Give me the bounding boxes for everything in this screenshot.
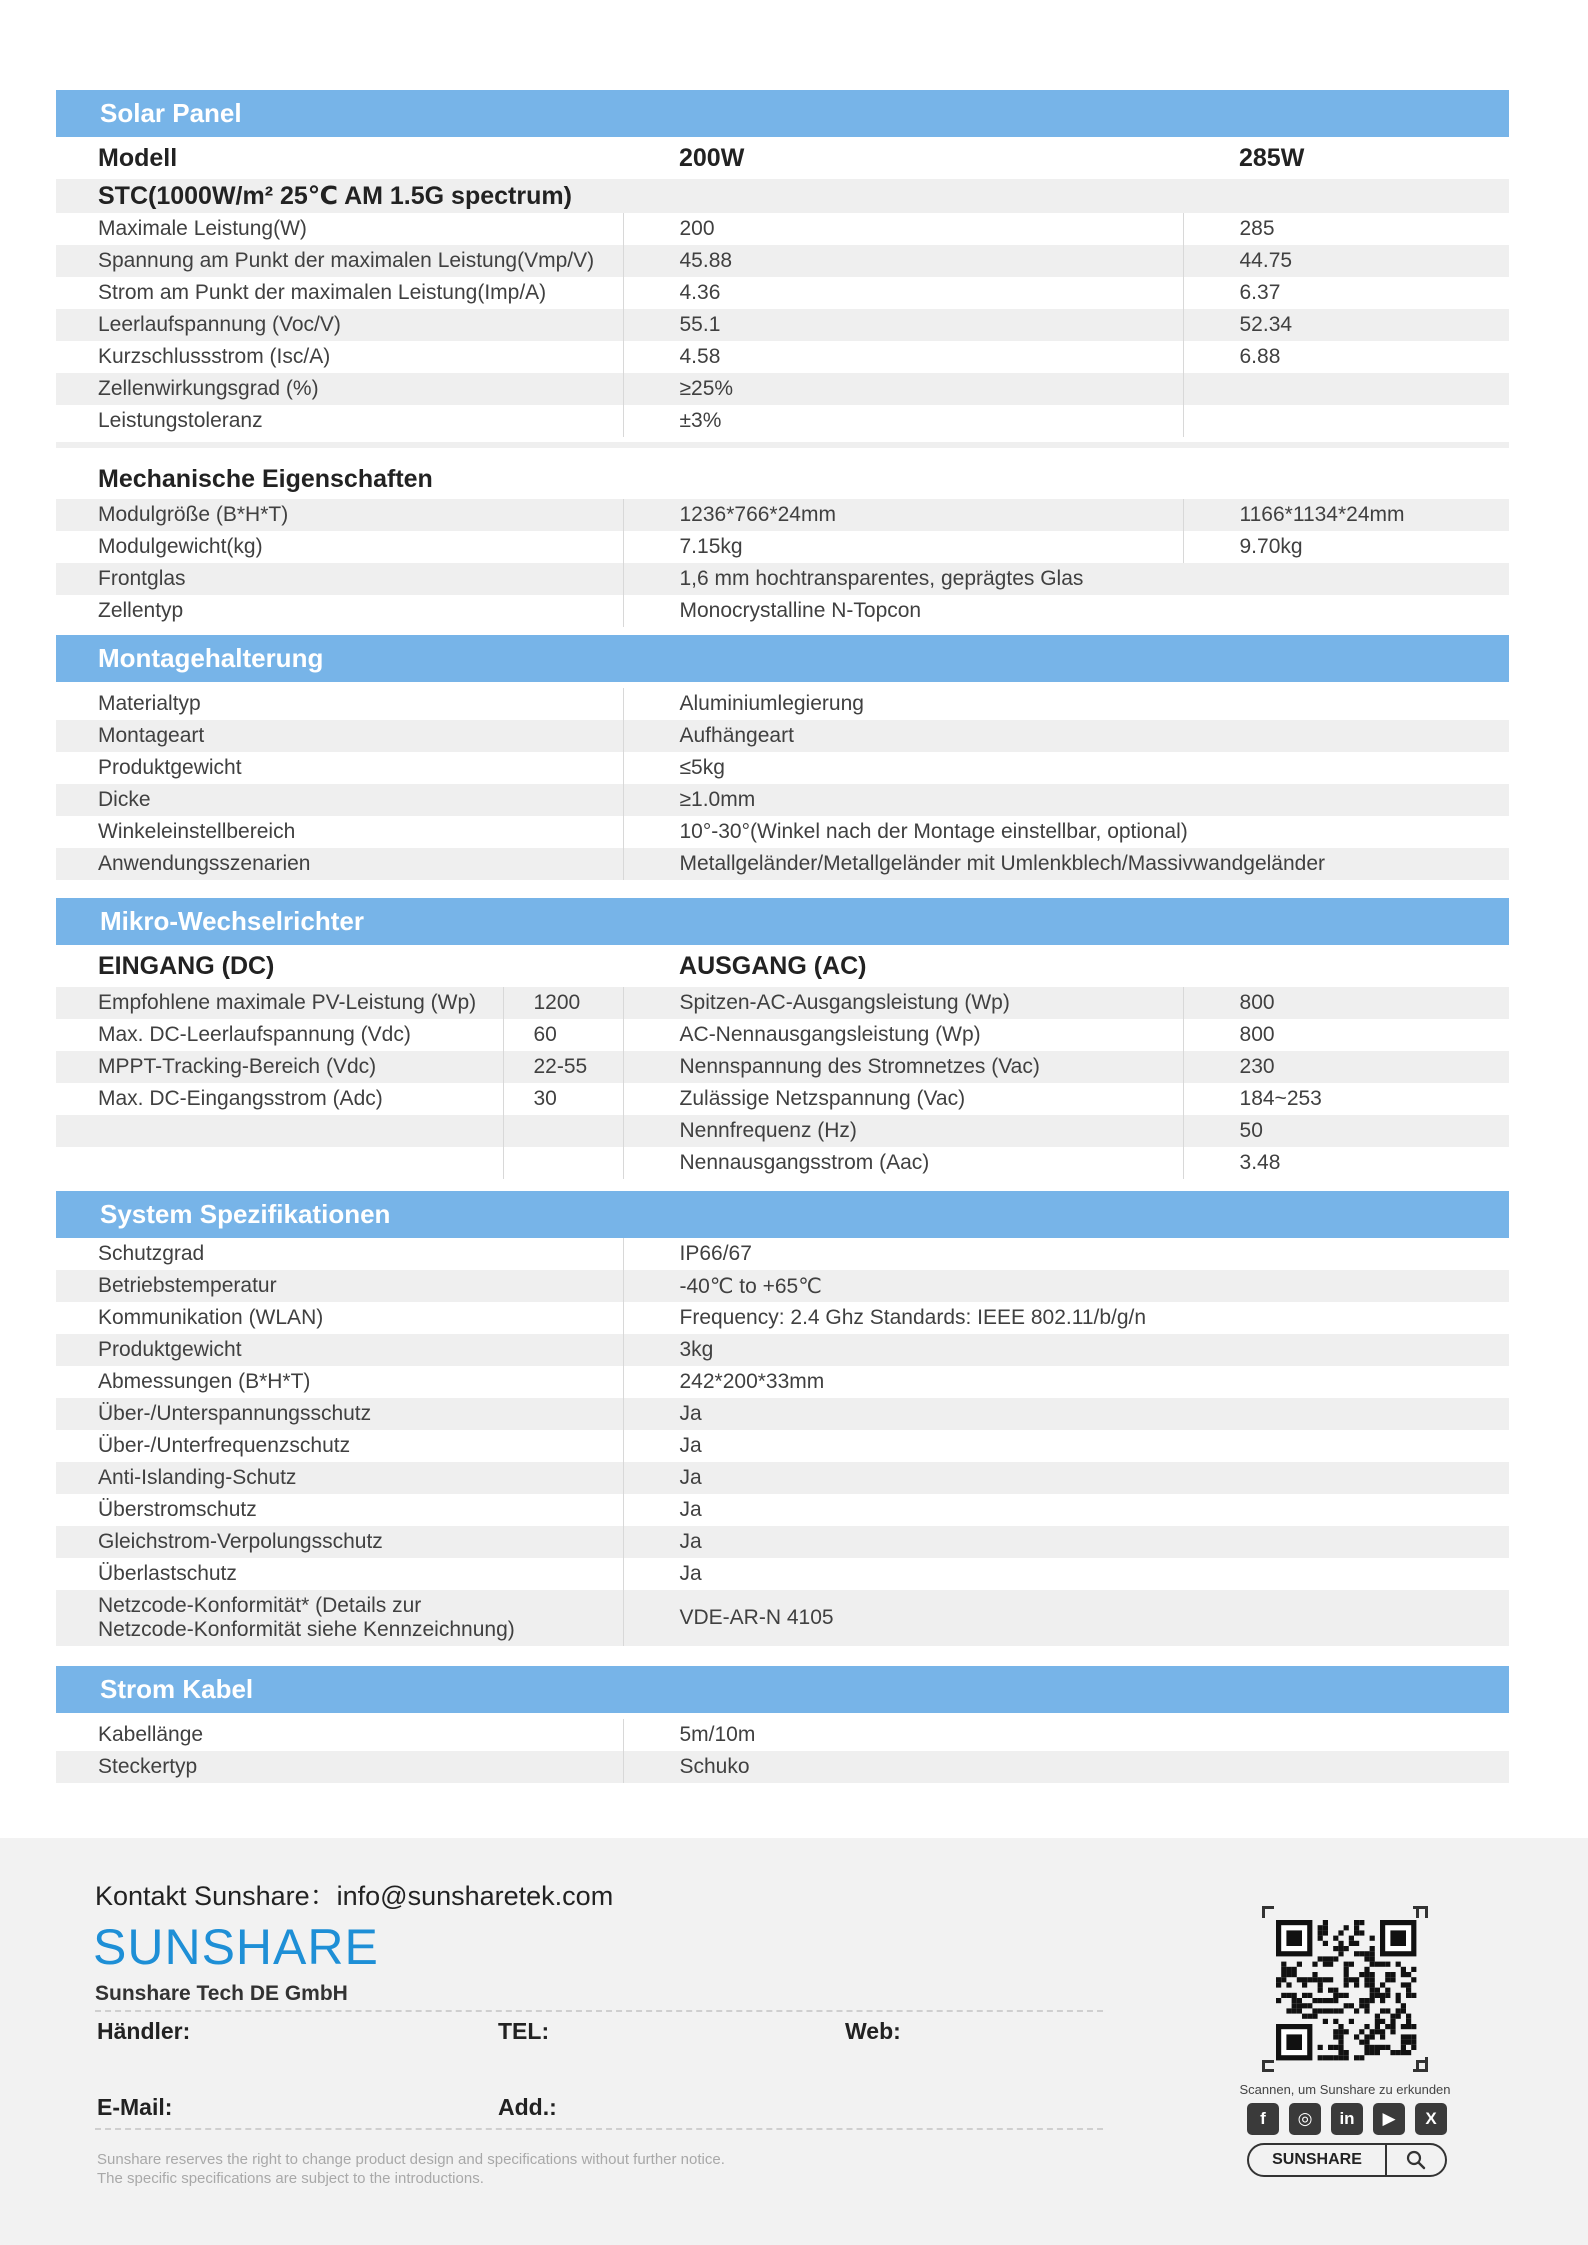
spec-value-285w: 52.34 xyxy=(1183,309,1509,341)
company-name: Sunshare Tech DE GmbH xyxy=(95,1982,348,2005)
table-row xyxy=(56,277,1509,309)
spec-value: ≥1.0mm xyxy=(623,784,1509,816)
spec-value: 3kg xyxy=(623,1334,1509,1366)
spec-value: 1,6 mm hochtransparentes, geprägtes Glas xyxy=(623,563,1509,595)
legal-notice xyxy=(97,2150,725,2188)
spec-value: Ja xyxy=(623,1462,1509,1494)
grid-code-label xyxy=(56,1590,623,1646)
table-row xyxy=(56,1083,1509,1115)
solar-panel-table xyxy=(56,137,1509,627)
footer xyxy=(0,1838,1588,2245)
web-label: Web: xyxy=(845,2018,901,2044)
spec-value-200w: 1236*766*24mm xyxy=(623,499,1183,531)
spec-value-200w: 45.88 xyxy=(623,245,1183,277)
spec-label: Steckertyp xyxy=(56,1751,623,1783)
model-label: Modell xyxy=(98,143,178,172)
table-row xyxy=(56,1366,1509,1398)
section-header-solar-panel: Solar Panel xyxy=(56,90,1509,137)
spec-label: Anwendungsszenarien xyxy=(56,848,623,880)
spec-label: Produktgewicht xyxy=(98,756,242,779)
spec-value: -40℃ to +65℃ xyxy=(623,1270,1509,1302)
table-row xyxy=(56,1494,1509,1526)
table-row xyxy=(56,1115,1509,1147)
qr-code-graphic xyxy=(1262,1906,1428,2072)
table-row xyxy=(56,309,1509,341)
spec-value-285w: 1166*1134*24mm xyxy=(1183,499,1509,531)
spec-label: Frontglas xyxy=(56,563,623,595)
spec-label: Leistungstoleranz xyxy=(98,409,263,432)
spec-value: Ja xyxy=(623,1494,1509,1526)
qr-caption: Scannen, um Sunshare zu erkunden xyxy=(1239,2082,1451,2097)
tel-label: TEL: xyxy=(498,2018,550,2044)
input-label: Empfohlene maximale PV-Leistung (Wp) xyxy=(56,987,503,1019)
table-row xyxy=(56,1238,1509,1270)
table-row xyxy=(56,1019,1509,1051)
table-row xyxy=(56,595,1509,627)
grid-code-label-line-1: Netzcode-Konformität* (Details zur xyxy=(98,1594,422,1617)
input-label xyxy=(56,1115,503,1147)
spec-label: Betriebstemperatur xyxy=(56,1270,623,1302)
input-label: Max. DC-Eingangsstrom (Adc) xyxy=(98,1087,383,1110)
section-header-mount: Montagehalterung xyxy=(56,635,1509,682)
email-label: E-Mail: xyxy=(97,2094,173,2120)
spec-value: Ja xyxy=(623,1430,1509,1462)
spec-label: Anti-Islanding-Schutz xyxy=(56,1462,623,1494)
table-row xyxy=(56,1719,1509,1751)
youtube-icon[interactable]: ▶ xyxy=(1373,2103,1405,2135)
spec-label: Modulgewicht(kg) xyxy=(98,535,263,558)
spec-value: ≤5kg xyxy=(623,752,1509,784)
table-row xyxy=(56,752,1509,784)
table-row xyxy=(56,1398,1509,1430)
spec-label: Dicke xyxy=(56,784,623,816)
spec-label: Leerlaufspannung (Voc/V) xyxy=(56,309,623,341)
spec-label: Zellentyp xyxy=(98,599,184,622)
mech-title: Mechanische Eigenschaften xyxy=(98,465,433,493)
table-row xyxy=(56,848,1509,880)
spec-value-285w xyxy=(1183,373,1509,405)
x-icon[interactable]: X xyxy=(1415,2103,1447,2135)
social-links xyxy=(1247,2103,1447,2135)
spec-value-285w: 285 xyxy=(1183,213,1509,245)
input-value: 30 xyxy=(503,1083,623,1115)
spec-label: Kommunikation (WLAN) xyxy=(98,1306,324,1329)
table-row xyxy=(56,688,1509,720)
model-b: 285W xyxy=(1239,143,1305,172)
spec-value-200w: 7.15kg xyxy=(623,531,1183,563)
instagram-icon[interactable]: ◎ xyxy=(1289,2103,1321,2135)
table-row xyxy=(56,784,1509,816)
input-label: Max. DC-Leerlaufspannung (Vdc) xyxy=(98,1023,411,1046)
table-row xyxy=(56,987,1509,1019)
table-row xyxy=(56,1430,1509,1462)
spec-label: Modulgröße (B*H*T) xyxy=(56,499,623,531)
output-value: 230 xyxy=(1183,1051,1509,1083)
section-header-cable: Strom Kabel xyxy=(56,1666,1509,1713)
table-row xyxy=(56,1558,1509,1590)
table-row xyxy=(56,405,1509,437)
table-row xyxy=(56,341,1509,373)
spec-label: Produktgewicht xyxy=(56,1334,623,1366)
output-value: 800 xyxy=(1183,987,1509,1019)
section-header-system: System Spezifikationen xyxy=(56,1191,1509,1238)
qr-code[interactable] xyxy=(1262,1906,1428,2072)
table-row xyxy=(56,816,1509,848)
output-value: 800 xyxy=(1183,1019,1509,1051)
output-value: 3.48 xyxy=(1183,1147,1509,1179)
spec-label: Montageart xyxy=(56,720,623,752)
input-title: EINGANG (DC) xyxy=(98,951,275,980)
table-row xyxy=(56,1526,1509,1558)
output-value: 50 xyxy=(1183,1115,1509,1147)
table-row xyxy=(56,1051,1509,1083)
spec-value: Metallgeländer/Metallgeländer mit Umlenkblech/Massivwandgeländer xyxy=(623,848,1509,880)
spec-value-200w: 200 xyxy=(623,213,1183,245)
output-label: Spitzen-AC-Ausgangsleistung (Wp) xyxy=(623,987,1183,1019)
spec-value: Aluminiumlegierung xyxy=(623,688,1509,720)
legal-notice-line-1: Sunshare reserves the right to change product design and specifications without further notice. xyxy=(97,2151,725,2168)
search-box[interactable] xyxy=(1247,2143,1447,2177)
input-value xyxy=(503,1147,623,1179)
spec-value-285w xyxy=(1183,405,1509,437)
stc-label: STC(1000W/m² 25℃ AM 1.5G spectrum) xyxy=(56,179,1509,213)
model-a: 200W xyxy=(679,143,745,172)
spec-label: Strom am Punkt der maximalen Leistung(Imp/A) xyxy=(98,281,547,304)
output-label: Nennspannung des Stromnetzes (Vac) xyxy=(623,1051,1183,1083)
table-row xyxy=(56,563,1509,595)
spec-value: 5m/10m xyxy=(623,1719,1509,1751)
table-row xyxy=(56,720,1509,752)
search-icon[interactable] xyxy=(1387,2150,1445,2170)
spec-label: Gleichstrom-Verpolungsschutz xyxy=(56,1526,623,1558)
search-text: SUNSHARE xyxy=(1249,2145,1387,2175)
input-label xyxy=(56,1147,503,1179)
inverter-table xyxy=(56,945,1509,1179)
grid-code-label-line-2: Netzcode-Konformität siehe Kennzeichnung) xyxy=(98,1618,515,1641)
spec-label: Überstromschutz xyxy=(98,1498,257,1521)
output-title: AUSGANG (AC) xyxy=(679,951,867,980)
spec-label: Abmessungen (B*H*T) xyxy=(98,1370,311,1393)
spec-value-200w: 55.1 xyxy=(623,309,1183,341)
spec-value: Monocrystalline N-Topcon xyxy=(623,595,1509,627)
table-row xyxy=(56,1302,1509,1334)
output-label: AC-Nennausgangsleistung (Wp) xyxy=(623,1019,1183,1051)
spec-value: 242*200*33mm xyxy=(623,1366,1509,1398)
spec-label: Über-/Unterfrequenzschutz xyxy=(98,1434,351,1457)
table-row xyxy=(56,213,1509,245)
table-row xyxy=(56,1270,1509,1302)
spec-value: 10°-30°(Winkel nach der Montage einstellbar, optional) xyxy=(623,816,1509,848)
spec-value-200w: ±3% xyxy=(623,405,1183,437)
spec-value-285w: 6.37 xyxy=(1183,277,1509,309)
input-value xyxy=(503,1115,623,1147)
legal-notice-line-2: The specific specifications are subject to the introductions. xyxy=(97,2170,484,2187)
spec-label: Überlastschutz xyxy=(98,1562,237,1585)
cable-table xyxy=(56,1719,1509,1783)
table-row xyxy=(56,1334,1509,1366)
system-table xyxy=(56,1238,1509,1646)
table-row xyxy=(56,245,1509,277)
table-row xyxy=(56,373,1509,405)
spec-value: IP66/67 xyxy=(623,1238,1509,1270)
input-value: 60 xyxy=(503,1019,623,1051)
address-label: Add.: xyxy=(498,2094,557,2120)
spec-label: Maximale Leistung(W) xyxy=(98,217,307,240)
spec-label: Schutzgrad xyxy=(98,1242,205,1265)
mount-table xyxy=(56,688,1509,880)
input-label: MPPT-Tracking-Bereich (Vdc) xyxy=(56,1051,503,1083)
table-row xyxy=(56,499,1509,531)
linkedin-icon[interactable]: in xyxy=(1331,2103,1363,2135)
spec-value: Schuko xyxy=(623,1751,1509,1783)
output-label: Nennfrequenz (Hz) xyxy=(623,1115,1183,1147)
spec-value: Ja xyxy=(623,1558,1509,1590)
spec-value-200w: 4.36 xyxy=(623,277,1183,309)
spec-value: Aufhängeart xyxy=(623,720,1509,752)
dealer-label: Händler: xyxy=(97,2018,191,2044)
spec-label: Kurzschlussstrom (Isc/A) xyxy=(98,345,331,368)
spec-label: Spannung am Punkt der maximalen Leistung(Vmp/V) xyxy=(56,245,623,277)
input-value: 22-55 xyxy=(503,1051,623,1083)
spec-label: Materialtyp xyxy=(98,692,201,715)
input-value: 1200 xyxy=(503,987,623,1019)
divider xyxy=(95,2128,1103,2130)
spec-label: Zellenwirkungsgrad (%) xyxy=(56,373,623,405)
spec-value-285w: 9.70kg xyxy=(1183,531,1509,563)
spec-label: Winkeleinstellbereich xyxy=(98,820,296,843)
spec-value: Ja xyxy=(623,1398,1509,1430)
output-value: 184~253 xyxy=(1183,1083,1509,1115)
divider xyxy=(95,2010,1103,2012)
table-row xyxy=(56,1147,1509,1179)
table-row xyxy=(56,1751,1509,1783)
spec-value-285w: 44.75 xyxy=(1183,245,1509,277)
output-label: Zulässige Netzspannung (Vac) xyxy=(623,1083,1183,1115)
contact-line: Kontakt Sunshare：info@sunsharetek.com xyxy=(95,1881,614,1911)
table-row xyxy=(56,1462,1509,1494)
spec-value-200w: 4.58 xyxy=(623,341,1183,373)
spec-label: Über-/Unterspannungsschutz xyxy=(56,1398,623,1430)
spec-value-285w: 6.88 xyxy=(1183,341,1509,373)
table-row xyxy=(56,531,1509,563)
spec-sheet xyxy=(56,90,1509,1783)
spec-value: Frequency: 2.4 Ghz Standards: IEEE 802.11/b/g/n xyxy=(623,1302,1509,1334)
grid-code-value: VDE-AR-N 4105 xyxy=(623,1590,1509,1646)
spec-label: Kabellänge xyxy=(98,1723,204,1746)
facebook-icon[interactable]: f xyxy=(1247,2103,1279,2135)
section-header-inverter: Mikro-Wechselrichter xyxy=(56,898,1509,945)
output-label: Nennausgangsstrom (Aac) xyxy=(623,1147,1183,1179)
sunshare-logo: SUNSHARE xyxy=(93,1919,379,1975)
table-row xyxy=(56,1590,1509,1646)
spec-value-200w: ≥25% xyxy=(623,373,1183,405)
spec-value: Ja xyxy=(623,1526,1509,1558)
